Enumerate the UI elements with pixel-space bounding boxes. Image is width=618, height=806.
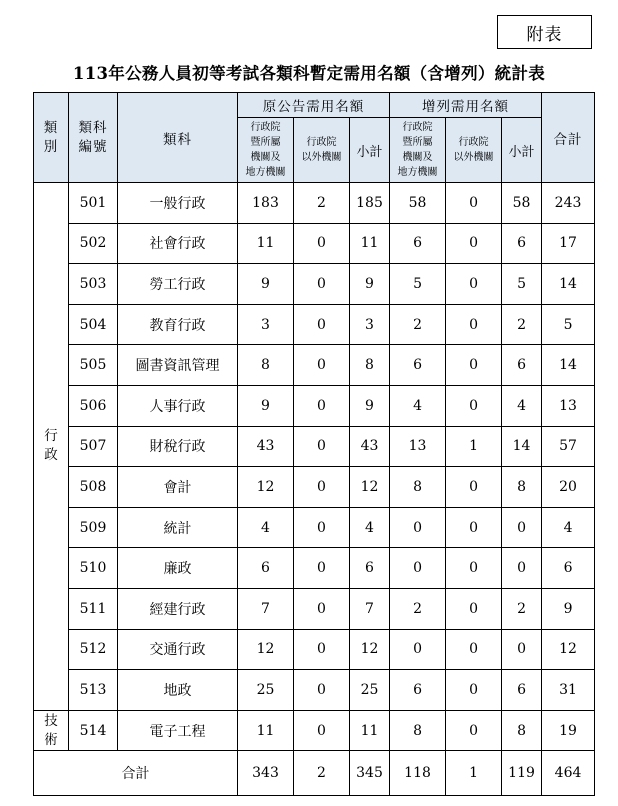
table-row (34, 710, 595, 751)
header-subject: 類科 (118, 93, 238, 183)
subject-cell: 勞工行政 (118, 264, 238, 305)
category-cell: 技 術 (34, 710, 69, 751)
table-header (34, 93, 595, 183)
header-added-group: 增列需用名額 (390, 93, 542, 118)
table-row (34, 223, 595, 264)
row-total-cell: 4 (542, 507, 595, 548)
original-outside-cell: 0 (294, 385, 350, 426)
table-row (34, 264, 595, 305)
added-outside-cell: 0 (446, 223, 502, 264)
added-exec-yuan-cell: 13 (390, 426, 446, 467)
table-row (34, 588, 595, 629)
row-total-cell: 13 (542, 385, 595, 426)
subject-cell: 社會行政 (118, 223, 238, 264)
grand-total-added-exec-yuan: 118 (390, 751, 446, 796)
added-exec-yuan-cell: 2 (390, 588, 446, 629)
row-total-cell: 5 (542, 304, 595, 345)
added-subtotal-cell: 58 (502, 183, 542, 224)
table-body (34, 183, 595, 796)
table-row (34, 345, 595, 386)
row-total-cell: 9 (542, 588, 595, 629)
row-total-cell: 20 (542, 467, 595, 508)
added-exec-yuan-cell: 58 (390, 183, 446, 224)
header-added-exec-yuan: 行政院 暨所屬 機關及 地方機關 (390, 118, 446, 183)
original-subtotal-cell: 8 (350, 345, 390, 386)
subject-cell: 圖書資訊管理 (118, 345, 238, 386)
row-total-cell: 14 (542, 345, 595, 386)
original-exec-yuan-cell: 12 (238, 629, 294, 670)
grand-total-row (34, 751, 595, 796)
row-total-cell: 6 (542, 548, 595, 589)
added-exec-yuan-cell: 0 (390, 507, 446, 548)
row-total-cell: 17 (542, 223, 595, 264)
original-exec-yuan-cell: 11 (238, 710, 294, 751)
added-outside-cell: 0 (446, 467, 502, 508)
original-outside-cell: 0 (294, 304, 350, 345)
added-outside-cell: 0 (446, 264, 502, 305)
original-outside-cell: 0 (294, 467, 350, 508)
grand-total-label: 合計 (34, 751, 238, 796)
added-outside-cell: 0 (446, 183, 502, 224)
added-outside-cell: 0 (446, 345, 502, 386)
added-subtotal-cell: 4 (502, 385, 542, 426)
added-exec-yuan-cell: 4 (390, 385, 446, 426)
code-cell: 508 (69, 467, 118, 508)
header-original-outside: 行政院 以外機關 (294, 118, 350, 183)
code-cell: 510 (69, 548, 118, 589)
table-row (34, 629, 595, 670)
original-outside-cell: 0 (294, 629, 350, 670)
added-subtotal-cell: 0 (502, 548, 542, 589)
original-subtotal-cell: 9 (350, 385, 390, 426)
original-subtotal-cell: 12 (350, 629, 390, 670)
code-cell: 514 (69, 710, 118, 751)
table-row (34, 183, 595, 224)
code-cell: 504 (69, 304, 118, 345)
original-exec-yuan-cell: 4 (238, 507, 294, 548)
added-exec-yuan-cell: 0 (390, 548, 446, 589)
original-subtotal-cell: 3 (350, 304, 390, 345)
original-subtotal-cell: 185 (350, 183, 390, 224)
added-subtotal-cell: 6 (502, 670, 542, 711)
code-cell: 507 (69, 426, 118, 467)
table-row (34, 426, 595, 467)
row-total-cell: 57 (542, 426, 595, 467)
original-exec-yuan-cell: 6 (238, 548, 294, 589)
added-exec-yuan-cell: 6 (390, 345, 446, 386)
added-exec-yuan-cell: 6 (390, 670, 446, 711)
added-subtotal-cell: 6 (502, 223, 542, 264)
code-cell: 502 (69, 223, 118, 264)
original-outside-cell: 0 (294, 345, 350, 386)
added-exec-yuan-cell: 8 (390, 467, 446, 508)
table-row (34, 670, 595, 711)
original-exec-yuan-cell: 9 (238, 264, 294, 305)
code-cell: 512 (69, 629, 118, 670)
page-title: 113年公務人員初等考試各類科暫定需用名額（含增列）統計表 (72, 64, 546, 83)
original-subtotal-cell: 7 (350, 588, 390, 629)
original-outside-cell: 0 (294, 670, 350, 711)
added-subtotal-cell: 5 (502, 264, 542, 305)
added-exec-yuan-cell: 6 (390, 223, 446, 264)
subject-cell: 統計 (118, 507, 238, 548)
grand-total-original-subtotal: 345 (350, 751, 390, 796)
added-subtotal-cell: 0 (502, 507, 542, 548)
original-outside-cell: 0 (294, 223, 350, 264)
added-subtotal-cell: 8 (502, 467, 542, 508)
code-cell: 509 (69, 507, 118, 548)
added-subtotal-cell: 8 (502, 710, 542, 751)
added-outside-cell: 0 (446, 670, 502, 711)
added-outside-cell: 0 (446, 629, 502, 670)
quota-table (33, 92, 595, 796)
row-total-cell: 31 (542, 670, 595, 711)
original-exec-yuan-cell: 183 (238, 183, 294, 224)
added-outside-cell: 0 (446, 507, 502, 548)
original-outside-cell: 0 (294, 710, 350, 751)
subject-cell: 交通行政 (118, 629, 238, 670)
added-subtotal-cell: 2 (502, 588, 542, 629)
subject-cell: 會計 (118, 467, 238, 508)
added-outside-cell: 0 (446, 385, 502, 426)
added-subtotal-cell: 0 (502, 629, 542, 670)
grand-total-row-total: 464 (542, 751, 595, 796)
table-row (34, 304, 595, 345)
original-outside-cell: 0 (294, 507, 350, 548)
appendix-label: 附表 (497, 15, 592, 49)
grand-total-added-outside: 1 (446, 751, 502, 796)
code-cell: 511 (69, 588, 118, 629)
header-code: 類科 編號 (69, 93, 118, 183)
original-exec-yuan-cell: 11 (238, 223, 294, 264)
original-outside-cell: 0 (294, 588, 350, 629)
original-subtotal-cell: 9 (350, 264, 390, 305)
grand-total-original-outside: 2 (294, 751, 350, 796)
grand-total-added-subtotal: 119 (502, 751, 542, 796)
added-exec-yuan-cell: 8 (390, 710, 446, 751)
table-row (34, 467, 595, 508)
added-outside-cell: 0 (446, 588, 502, 629)
added-outside-cell: 1 (446, 426, 502, 467)
header-original-exec-yuan: 行政院 暨所屬 機關及 地方機關 (238, 118, 294, 183)
header-total: 合計 (542, 93, 595, 183)
original-outside-cell: 2 (294, 183, 350, 224)
original-subtotal-cell: 11 (350, 710, 390, 751)
original-subtotal-cell: 4 (350, 507, 390, 548)
added-outside-cell: 0 (446, 304, 502, 345)
table-row (34, 548, 595, 589)
row-total-cell: 14 (542, 264, 595, 305)
subject-cell: 電子工程 (118, 710, 238, 751)
code-cell: 513 (69, 670, 118, 711)
original-subtotal-cell: 43 (350, 426, 390, 467)
row-total-cell: 243 (542, 183, 595, 224)
added-subtotal-cell: 2 (502, 304, 542, 345)
original-exec-yuan-cell: 25 (238, 670, 294, 711)
header-added-subtotal: 小計 (502, 118, 542, 183)
grand-total-original-exec-yuan: 343 (238, 751, 294, 796)
original-exec-yuan-cell: 9 (238, 385, 294, 426)
table-row (34, 385, 595, 426)
code-cell: 506 (69, 385, 118, 426)
row-total-cell: 19 (542, 710, 595, 751)
added-subtotal-cell: 6 (502, 345, 542, 386)
header-original-group: 原公告需用名額 (238, 93, 390, 118)
code-cell: 503 (69, 264, 118, 305)
original-subtotal-cell: 6 (350, 548, 390, 589)
original-outside-cell: 0 (294, 426, 350, 467)
category-cell: 行 政 (34, 183, 69, 711)
original-outside-cell: 0 (294, 548, 350, 589)
original-exec-yuan-cell: 7 (238, 588, 294, 629)
added-exec-yuan-cell: 5 (390, 264, 446, 305)
added-outside-cell: 0 (446, 710, 502, 751)
subject-cell: 人事行政 (118, 385, 238, 426)
subject-cell: 教育行政 (118, 304, 238, 345)
code-cell: 501 (69, 183, 118, 224)
original-subtotal-cell: 11 (350, 223, 390, 264)
original-subtotal-cell: 25 (350, 670, 390, 711)
row-total-cell: 12 (542, 629, 595, 670)
original-subtotal-cell: 12 (350, 467, 390, 508)
subject-cell: 地政 (118, 670, 238, 711)
header-added-outside: 行政院 以外機關 (446, 118, 502, 183)
subject-cell: 財稅行政 (118, 426, 238, 467)
table-row (34, 507, 595, 548)
original-outside-cell: 0 (294, 264, 350, 305)
original-exec-yuan-cell: 8 (238, 345, 294, 386)
original-exec-yuan-cell: 43 (238, 426, 294, 467)
added-exec-yuan-cell: 0 (390, 629, 446, 670)
header-category: 類 別 (34, 93, 69, 183)
subject-cell: 經建行政 (118, 588, 238, 629)
added-subtotal-cell: 14 (502, 426, 542, 467)
header-original-subtotal: 小計 (350, 118, 390, 183)
subject-cell: 廉政 (118, 548, 238, 589)
code-cell: 505 (69, 345, 118, 386)
added-outside-cell: 0 (446, 548, 502, 589)
original-exec-yuan-cell: 12 (238, 467, 294, 508)
added-exec-yuan-cell: 2 (390, 304, 446, 345)
original-exec-yuan-cell: 3 (238, 304, 294, 345)
subject-cell: 一般行政 (118, 183, 238, 224)
